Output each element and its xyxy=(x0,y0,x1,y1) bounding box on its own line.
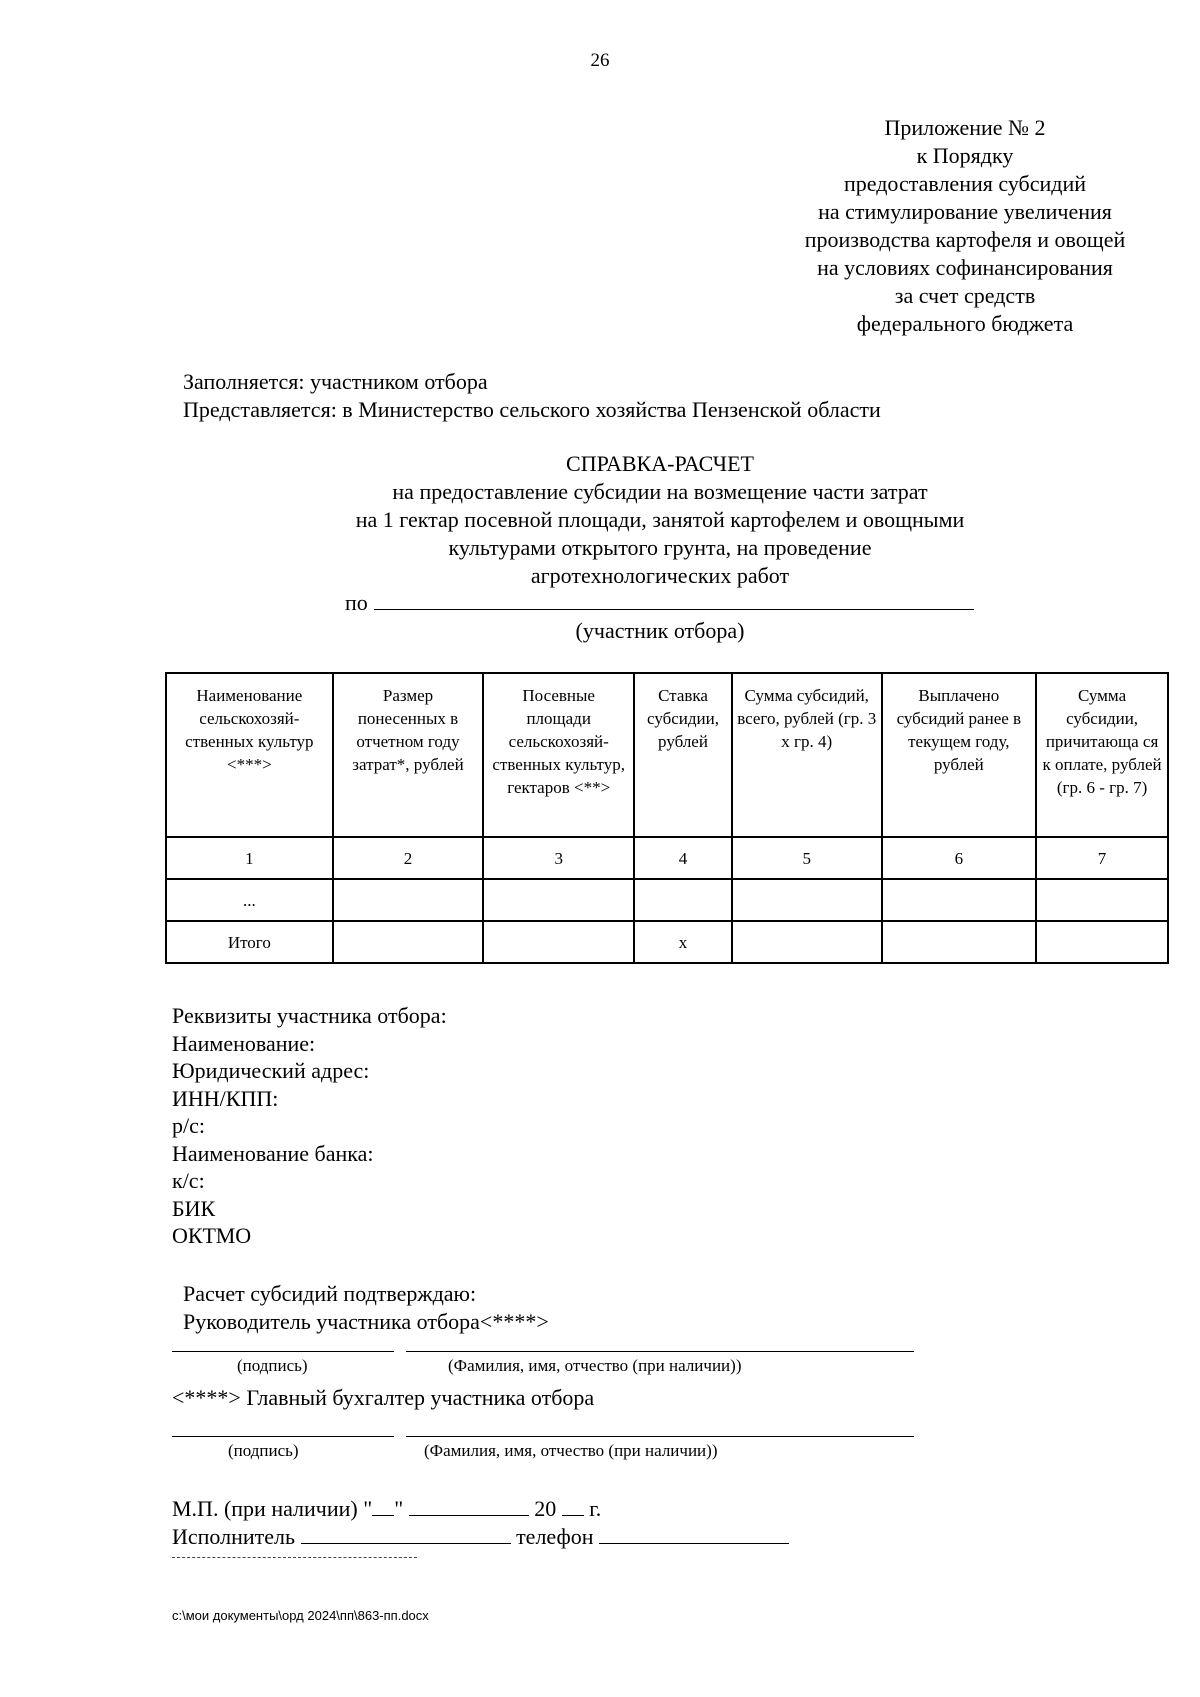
calculation-table xyxy=(165,672,1169,964)
head-fio-line xyxy=(406,1351,914,1352)
column-number: 2 xyxy=(333,837,484,879)
column-number-row xyxy=(166,837,1168,879)
requisite-field: ОКТМО xyxy=(172,1223,252,1248)
executor-blank xyxy=(301,1525,511,1544)
participant-line xyxy=(345,590,974,616)
participant-requisites xyxy=(172,1002,447,1250)
subtitle-line: агротехнологических работ xyxy=(530,563,790,588)
requisite-field: Юридический адрес: xyxy=(172,1058,370,1083)
page-number: 26 xyxy=(590,50,610,71)
stamp-mid: " xyxy=(394,1496,404,1521)
appendix-line: предоставления субсидий xyxy=(843,171,1087,196)
table-cell xyxy=(882,921,1037,963)
table-cell xyxy=(732,921,882,963)
table-total-row xyxy=(166,921,1168,963)
column-number: 7 xyxy=(1036,837,1168,879)
head-signature-caption: (подпись) xyxy=(237,1356,308,1375)
accountant-label: <****> Главный бухгалтер участника отбора xyxy=(172,1385,595,1410)
accountant-signature-caption: (подпись) xyxy=(228,1441,299,1460)
head-fio-caption: (Фамилия, имя, отчество (при наличии)) xyxy=(448,1356,742,1375)
stamp-date-line xyxy=(172,1495,789,1523)
phone-label: телефон xyxy=(516,1524,594,1549)
appendix-heading xyxy=(775,114,1155,338)
participant-blank xyxy=(374,591,974,610)
column-header: Сумма субсидии, причитающа ся к оплате, рублей (гр. 6 - гр. 7) xyxy=(1036,673,1168,837)
stamp-prefix: М.П. (при наличии) " xyxy=(172,1496,373,1521)
table-cell: Итого xyxy=(166,921,333,963)
requisite-field: р/с: xyxy=(172,1113,205,1138)
month-blank xyxy=(409,1497,529,1516)
form-routing xyxy=(183,368,881,424)
accountant-fio-line xyxy=(406,1436,914,1437)
year-blank xyxy=(562,1497,584,1516)
requisite-field: БИК xyxy=(172,1195,216,1221)
appendix-line: на стимулирование увеличения xyxy=(818,199,1112,224)
column-number: 1 xyxy=(166,837,333,879)
column-number: 3 xyxy=(483,837,634,879)
table-header-row xyxy=(166,673,1168,837)
confirm-text: Расчет субсидий подтверждаю: xyxy=(183,1281,477,1306)
executor-label: Исполнитель xyxy=(172,1524,296,1549)
executor-line xyxy=(172,1523,789,1551)
appendix-line: за счет средств xyxy=(894,283,1036,308)
footer-file-path: c:\мои документы\орд 2024\пп\863-пп.docx xyxy=(172,1608,429,1623)
column-header: Сумма субсидий, всего, рублей (гр. 3 x гр. 4) xyxy=(732,673,882,837)
table-cell xyxy=(483,921,634,963)
table-cell xyxy=(634,879,732,921)
appendix-line: на условиях софинансирования xyxy=(817,255,1113,280)
table-cell: ... xyxy=(166,879,333,921)
table-cell xyxy=(732,879,882,921)
stamp-date-block xyxy=(172,1495,789,1551)
participant-caption: (участник отбора) xyxy=(575,618,745,643)
subtitle-line: на предоставление субсидии на возмещение части затрат xyxy=(392,479,928,504)
stamp-suffix: г. xyxy=(589,1496,602,1521)
column-number: 4 xyxy=(634,837,732,879)
column-header: Выплачено субсидий ранее в текущем году, рублей xyxy=(882,673,1037,837)
column-number: 6 xyxy=(882,837,1037,879)
table-row xyxy=(166,879,1168,921)
phone-blank xyxy=(599,1525,789,1544)
head-signature-line xyxy=(172,1351,394,1352)
subtitle-line: культурами открытого грунта, на проведение xyxy=(448,535,872,560)
table-cell xyxy=(882,879,1037,921)
appendix-line: федерального бюджета xyxy=(856,311,1074,336)
subtitle-line: на 1 гектар посевной площади, занятой картофелем и овощными xyxy=(355,507,965,532)
column-header: Ставка субсидии, рублей xyxy=(634,673,732,837)
requisites-heading: Реквизиты участника отбора: xyxy=(172,1003,447,1028)
table-cell: x xyxy=(634,921,732,963)
column-header: Размер понесенных в отчетном году затрат*, рублей xyxy=(333,673,484,837)
day-blank xyxy=(372,1497,394,1516)
confirmation-block xyxy=(183,1280,549,1336)
table-cell xyxy=(1036,921,1168,963)
po-label: по xyxy=(345,590,368,615)
stamp-year: 20 xyxy=(534,1496,557,1521)
table-cell xyxy=(333,921,484,963)
submitted-to-text: Представляется: в Министерство сельского хозяйства Пензенской области xyxy=(183,397,881,422)
table-cell xyxy=(1036,879,1168,921)
appendix-line: к Порядку xyxy=(916,143,1014,168)
requisite-field: Наименование: xyxy=(172,1030,316,1056)
appendix-line: производства картофеля и овощей xyxy=(804,227,1126,252)
fill-by-text: Заполняется: участником отбора xyxy=(183,369,488,394)
footnote-separator xyxy=(172,1557,417,1558)
appendix-line: Приложение № 2 xyxy=(884,115,1046,140)
column-header: Посевные площади сельскохозяй-ственных культур, гектаров <**> xyxy=(483,673,634,837)
table-cell xyxy=(483,879,634,921)
requisite-field: Наименование банка: xyxy=(172,1140,374,1166)
document-title: СПРАВКА-РАСЧЕТ xyxy=(566,451,754,476)
accountant-fio-caption: (Фамилия, имя, отчество (при наличии)) xyxy=(424,1441,718,1460)
column-header: Наименование сельскохозяй-ственных культур <***> xyxy=(166,673,333,837)
table-cell xyxy=(333,879,484,921)
accountant-signature-line xyxy=(172,1436,394,1437)
requisite-field: к/с: xyxy=(172,1168,205,1193)
head-label: Руководитель участника отбора<****> xyxy=(183,1309,549,1334)
requisite-field: ИНН/КПП: xyxy=(172,1085,279,1111)
document-title-block xyxy=(300,450,1020,590)
column-number: 5 xyxy=(732,837,882,879)
